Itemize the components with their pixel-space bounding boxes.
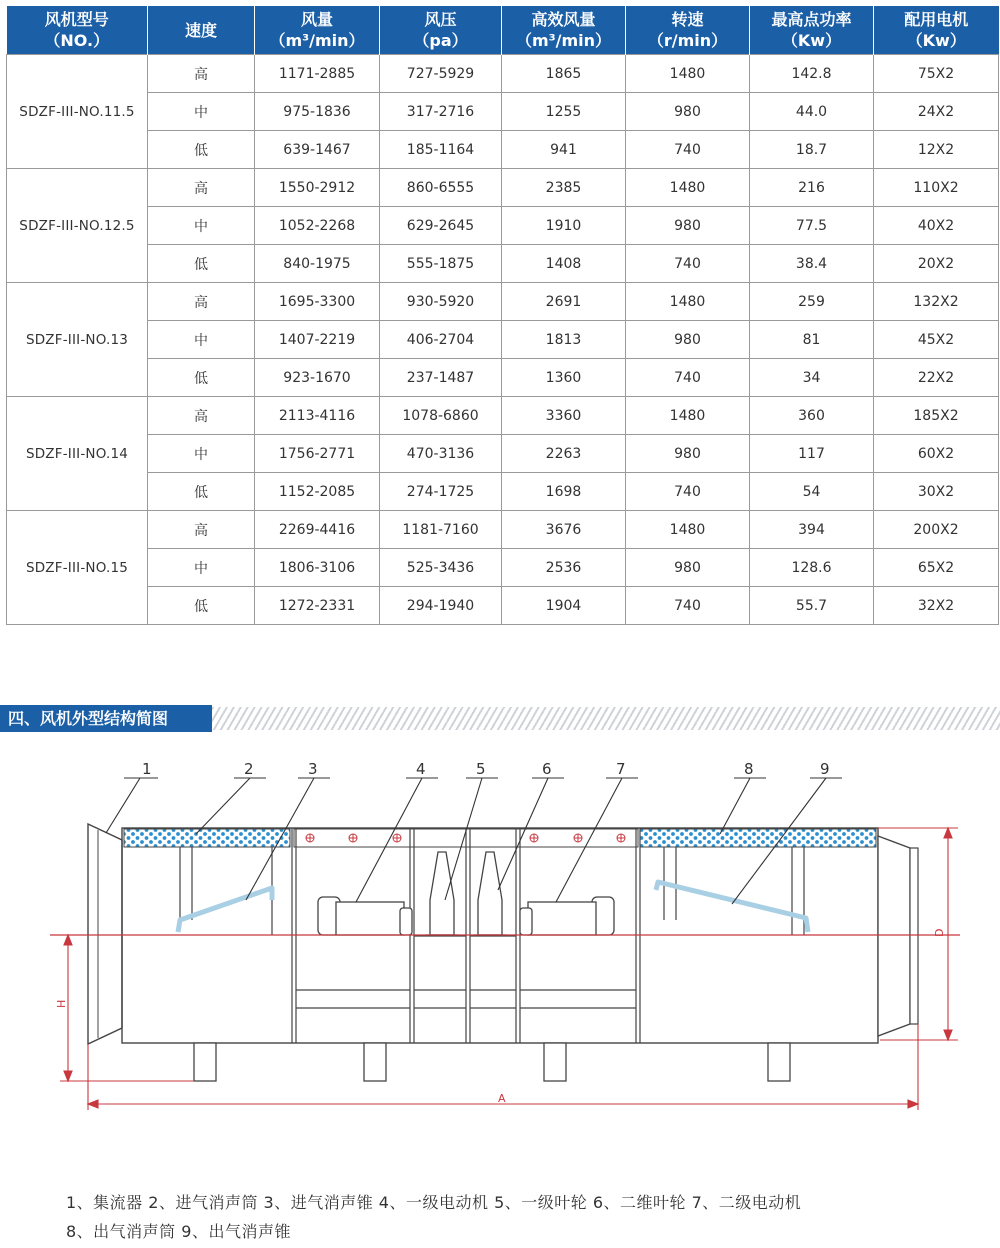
eff-flow-cell: 2536: [502, 549, 626, 587]
rpm-cell: 1480: [626, 169, 750, 207]
power-cell: 38.4: [750, 245, 874, 283]
eff-flow-cell: 941: [502, 131, 626, 169]
power-cell: 44.0: [750, 93, 874, 131]
impeller-1: [426, 852, 458, 935]
power-cell: 216: [750, 169, 874, 207]
inlet-silencer-band: [124, 829, 290, 847]
pressure-cell: 406-2704: [380, 321, 502, 359]
power-cell: 55.7: [750, 587, 874, 625]
fan-structure-diagram: [0, 740, 1000, 1180]
column-header-unit: （r/min）: [647, 31, 728, 50]
column-header-label: 风压: [424, 10, 457, 29]
table-row: [7, 283, 999, 321]
table-row: [7, 55, 999, 93]
column-header-unit: （m³/min）: [515, 31, 612, 50]
flow-cell: 639-1467: [255, 131, 380, 169]
power-cell: 142.8: [750, 55, 874, 93]
flow-cell: 1806-3106: [255, 549, 380, 587]
component-legend: [66, 1188, 801, 1246]
pressure-cell: 555-1875: [380, 245, 502, 283]
eff-flow-cell: 2691: [502, 283, 626, 321]
power-cell: 394: [750, 511, 874, 549]
outlet-flange: [878, 836, 910, 1036]
rpm-cell: 980: [626, 435, 750, 473]
column-header-unit: （Kw）: [781, 31, 842, 50]
header-row: [7, 6, 999, 55]
column-header-label: 转速: [671, 10, 704, 29]
rpm-cell: 740: [626, 131, 750, 169]
pressure-cell: 727-5929: [380, 55, 502, 93]
motor-cell: 200X2: [874, 511, 999, 549]
table-row: [7, 321, 999, 359]
table-row: [7, 397, 999, 435]
column-header-7: [874, 6, 999, 55]
column-header-5: [626, 6, 750, 55]
spec-table: [6, 6, 999, 625]
column-header-unit: （pa）: [413, 31, 468, 50]
motor-cell: 12X2: [874, 131, 999, 169]
speed-cell: 中: [148, 549, 255, 587]
motor-cell: 60X2: [874, 435, 999, 473]
callout-7: 7: [616, 760, 626, 778]
table-row: [7, 359, 999, 397]
speed-cell: 中: [148, 93, 255, 131]
eff-flow-cell: 1255: [502, 93, 626, 131]
pressure-cell: 317-2716: [380, 93, 502, 131]
legend-line-2: 8、出气消声筒 9、出气消声锥: [66, 1222, 291, 1241]
pressure-cell: 930-5920: [380, 283, 502, 321]
motor-cell: 75X2: [874, 55, 999, 93]
rpm-cell: 740: [626, 587, 750, 625]
pressure-cell: 470-3136: [380, 435, 502, 473]
dimension-d-label: D: [933, 928, 946, 937]
eff-flow-cell: 1698: [502, 473, 626, 511]
callout-2: 2: [244, 760, 254, 778]
eff-flow-cell: 1865: [502, 55, 626, 93]
speed-cell: 低: [148, 587, 255, 625]
power-cell: 18.7: [750, 131, 874, 169]
rpm-cell: 980: [626, 93, 750, 131]
flow-cell: 840-1975: [255, 245, 380, 283]
speed-cell: 低: [148, 473, 255, 511]
speed-cell: 低: [148, 131, 255, 169]
motor-cell: 40X2: [874, 207, 999, 245]
eff-flow-cell: 1408: [502, 245, 626, 283]
power-cell: 34: [750, 359, 874, 397]
callout-5: 5: [476, 760, 486, 778]
speed-cell: 低: [148, 245, 255, 283]
eff-flow-cell: 3360: [502, 397, 626, 435]
column-header-unit: （NO.）: [44, 31, 110, 50]
section-stripes: [212, 707, 1000, 730]
flow-cell: 1550-2912: [255, 169, 380, 207]
power-cell: 54: [750, 473, 874, 511]
flow-cell: 1407-2219: [255, 321, 380, 359]
table-row: [7, 549, 999, 587]
pressure-cell: 629-2645: [380, 207, 502, 245]
motor-cell: 65X2: [874, 549, 999, 587]
speed-cell: 高: [148, 283, 255, 321]
column-header-label: 最高点功率: [771, 10, 852, 29]
speed-cell: 低: [148, 359, 255, 397]
table-row: [7, 169, 999, 207]
collector-bell: [88, 824, 122, 1044]
motor-cell: 185X2: [874, 397, 999, 435]
pressure-cell: 185-1164: [380, 131, 502, 169]
column-header-label: 高效风量: [531, 10, 596, 29]
column-header-unit: （Kw）: [906, 31, 966, 50]
callout-numbers: [142, 760, 830, 778]
pressure-cell: 237-1487: [380, 359, 502, 397]
outlet-silencer-band: [640, 829, 876, 847]
rpm-cell: 980: [626, 549, 750, 587]
flow-cell: 1756-2771: [255, 435, 380, 473]
impeller-2: [474, 852, 506, 935]
rpm-cell: 740: [626, 245, 750, 283]
rpm-cell: 980: [626, 207, 750, 245]
pressure-cell: 525-3436: [380, 549, 502, 587]
eff-flow-cell: 3676: [502, 511, 626, 549]
flow-cell: 2113-4116: [255, 397, 380, 435]
speed-cell: 中: [148, 321, 255, 359]
table-row: [7, 245, 999, 283]
rpm-cell: 1480: [626, 55, 750, 93]
table-row: [7, 511, 999, 549]
rpm-cell: 1480: [626, 511, 750, 549]
model-cell: SDZF-III-NO.14: [7, 397, 148, 511]
eff-flow-cell: 2385: [502, 169, 626, 207]
motor-cell: 132X2: [874, 283, 999, 321]
flow-cell: 2269-4416: [255, 511, 380, 549]
eff-flow-cell: 1910: [502, 207, 626, 245]
speed-cell: 高: [148, 169, 255, 207]
power-cell: 117: [750, 435, 874, 473]
power-cell: 77.5: [750, 207, 874, 245]
column-header-1: [148, 6, 255, 55]
motor-cell: 22X2: [874, 359, 999, 397]
column-header-3: [380, 6, 502, 55]
table-body: [7, 55, 999, 625]
power-cell: 81: [750, 321, 874, 359]
rpm-cell: 740: [626, 359, 750, 397]
pressure-cell: 1181-7160: [380, 511, 502, 549]
legend-line-1: 1、集流器 2、进气消声筒 3、进气消声锥 4、一级电动机 5、一级叶轮 6、二维叶轮 7、二级电动机: [66, 1193, 802, 1212]
speed-cell: 高: [148, 55, 255, 93]
power-cell: 128.6: [750, 549, 874, 587]
pressure-cell: 860-6555: [380, 169, 502, 207]
flow-cell: 975-1836: [255, 93, 380, 131]
column-header-label: 风量: [300, 10, 333, 29]
pressure-cell: 1078-6860: [380, 397, 502, 435]
column-header-4: [502, 6, 626, 55]
motor-2: [520, 897, 614, 935]
model-cell: SDZF-III-NO.11.5: [7, 55, 148, 169]
flow-cell: 1152-2085: [255, 473, 380, 511]
dimension-a-label: A: [498, 1092, 506, 1105]
column-header-label: 配用电机: [904, 10, 969, 29]
power-cell: 360: [750, 397, 874, 435]
flow-cell: 1272-2331: [255, 587, 380, 625]
table-row: [7, 435, 999, 473]
column-header-0: [7, 6, 148, 55]
callout-9: 9: [820, 760, 830, 778]
callout-1: 1: [142, 760, 152, 778]
flow-cell: 1695-3300: [255, 283, 380, 321]
pressure-cell: 294-1940: [380, 587, 502, 625]
speed-cell: 高: [148, 511, 255, 549]
model-cell: SDZF-III-NO.15: [7, 511, 148, 625]
eff-flow-cell: 1360: [502, 359, 626, 397]
eff-flow-cell: 1813: [502, 321, 626, 359]
table-row: [7, 587, 999, 625]
rpm-cell: 740: [626, 473, 750, 511]
motor-1: [318, 897, 412, 935]
motor-cell: 32X2: [874, 587, 999, 625]
table-row: [7, 207, 999, 245]
dimension-h-label: H: [55, 999, 68, 1008]
motor-cell: 24X2: [874, 93, 999, 131]
table-row: [7, 131, 999, 169]
eff-flow-cell: 2263: [502, 435, 626, 473]
model-cell: SDZF-III-NO.12.5: [7, 169, 148, 283]
rpm-cell: 980: [626, 321, 750, 359]
callout-8: 8: [744, 760, 754, 778]
column-header-2: [255, 6, 380, 55]
table-header: [7, 6, 999, 55]
table-row: [7, 93, 999, 131]
speed-cell: 中: [148, 207, 255, 245]
flow-cell: 1171-2885: [255, 55, 380, 93]
callout-3: 3: [308, 760, 318, 778]
rpm-cell: 1480: [626, 397, 750, 435]
speed-cell: 中: [148, 435, 255, 473]
model-cell: SDZF-III-NO.13: [7, 283, 148, 397]
motor-cell: 20X2: [874, 245, 999, 283]
rpm-cell: 1480: [626, 283, 750, 321]
table-row: [7, 473, 999, 511]
pressure-cell: 274-1725: [380, 473, 502, 511]
callout-6: 6: [542, 760, 552, 778]
column-header-label: 速度: [184, 20, 217, 40]
section-header: [0, 705, 1000, 732]
motor-cell: 110X2: [874, 169, 999, 207]
column-header-label: 风机型号: [44, 10, 109, 29]
section-title: 四、风机外型结构简图: [0, 705, 212, 732]
outlet-silencer-cone: [656, 882, 808, 932]
speed-cell: 高: [148, 397, 255, 435]
dimension-h: [60, 935, 194, 1081]
eff-flow-cell: 1904: [502, 587, 626, 625]
motor-cell: 30X2: [874, 473, 999, 511]
flow-cell: 1052-2268: [255, 207, 380, 245]
power-cell: 259: [750, 283, 874, 321]
support-legs: [194, 1043, 790, 1081]
motor-cell: 45X2: [874, 321, 999, 359]
flow-cell: 923-1670: [255, 359, 380, 397]
column-header-6: [750, 6, 874, 55]
column-header-unit: （m³/min）: [269, 31, 365, 50]
callout-4: 4: [416, 760, 426, 778]
